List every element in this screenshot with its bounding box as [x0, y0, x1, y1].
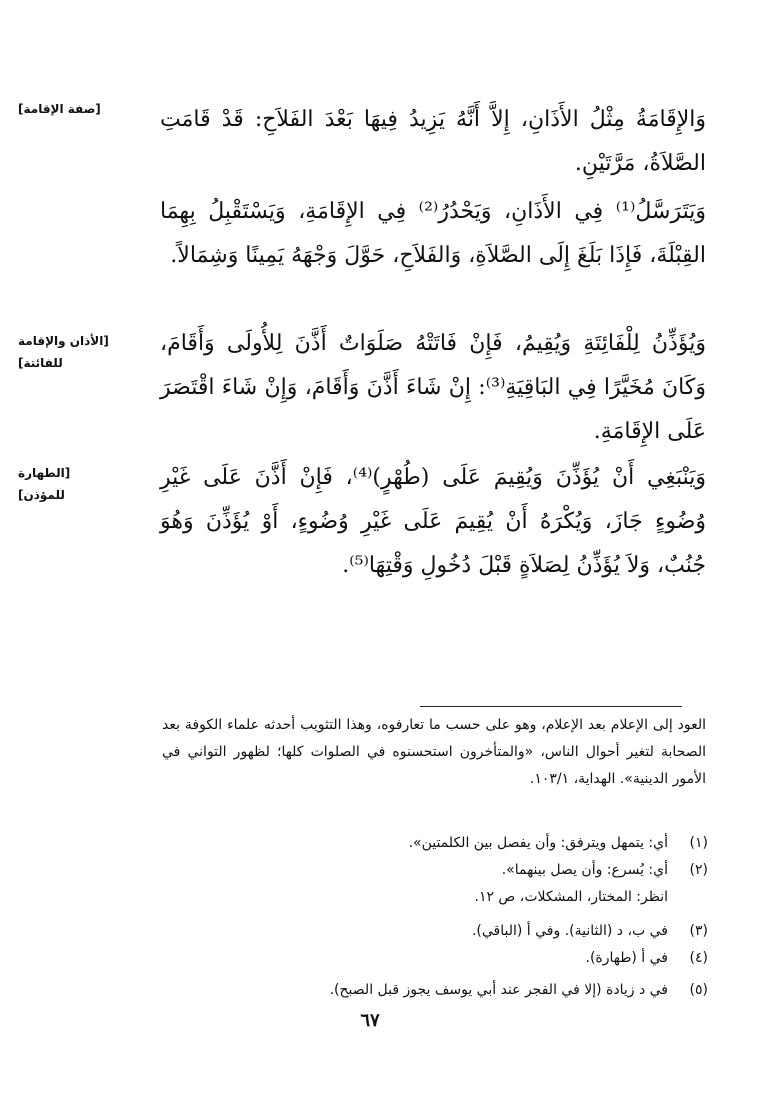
margin-note-purity: [الطهارة للمؤذن]	[18, 466, 71, 502]
footnote-divider	[420, 706, 682, 707]
footnote-4	[160, 945, 708, 972]
footnote-number: (١)	[689, 835, 708, 851]
footnote-continuation: العود إلى الإعلام بعد الإعلام، وهو على حسب ما تعارفوه، وهذا التثويب أحدثه علماء الكوفة بعد الصحابة لتغير أحوال الناس، «والمتأخرون استحسنوه في الصلوات كلها؛ لظهور التواني في الأمور الدينية». الهداية، ١٠٣/١.	[162, 717, 706, 787]
paragraph-purity: وَيَنْبَغِي أَنْ يُؤَذِّنَ وَيُقِيمَ عَلَى (طُهْرٍ)⁽⁴⁾، فَإِنْ أَذَّنَ عَلَى غَيْرِ وُضُوءٍ جَازَ، وَيُكْرَهُ أَنْ يُقِيمَ عَلَى غَيْرِ وُضُوءٍ، أَوْ يُؤَذِّنَ وَهُوَ جُنُبٌ، وَلاَ يُؤَذِّنُ لِصَلاَةٍ قَبْلَ دُخُولِ وَقْتِهَا⁽⁵⁾.	[160, 465, 706, 578]
footnote-number: (٢)	[689, 862, 708, 878]
footnote-number: (٣)	[689, 923, 708, 939]
footnote-text: في ب، د (الثانية). وفي أ (الباقي).	[471, 923, 668, 939]
footnote-1	[160, 830, 708, 857]
footnote-text: في د زيادة (إلا في الفجر عند أبي يوسف يجوز قبل الصبح).	[329, 982, 668, 998]
paragraph-tarassul: وَيَتَرَسَّلُ⁽¹⁾ فِي الأَذَانِ، وَيَحْدُرُ⁽²⁾ فِي الإِقَامَةِ، وَيَسْتَقْبِلُ بِهِمَا القِبْلَةَ، فَإِذَا بَلَغَ إِلَى الصَّلاَةِ، وَالفَلاَحِ، حَوَّلَ وَجْهَهُ يَمِينًا وَشِمَالاً.	[160, 199, 706, 268]
footnote-text: أي: يتمهل ويترفق: وأن يفصل بين الكلمتين».	[408, 835, 668, 851]
footnote-text: أي: يُسرع: وأن يصل بينهما».	[501, 862, 668, 878]
footnote-5	[160, 977, 708, 1004]
footnote-number: (٤)	[689, 950, 708, 966]
footnote-number: (٥)	[689, 982, 708, 998]
margin-note-iqama: [صفة الإقامة]	[18, 102, 101, 116]
footnote-3	[160, 918, 708, 945]
footnote-2	[160, 857, 708, 884]
footnote-2-reference	[160, 884, 708, 911]
footnote-text: انظر: المختار، المشكلات، ص ١٢.	[474, 889, 668, 905]
page-number: ٦٧	[360, 1010, 380, 1031]
paragraph-iqama: وَالإِقَامَةُ مِثْلُ الأَذَانِ، إِلاَّ أَنَّهُ يَزِيدُ فِيهَا بَعْدَ الفَلاَحِ: قَدْ قَامَتِ الصَّلاَةُ، مَرَّتَيْنِ.	[160, 107, 706, 176]
paragraph-missed-prayer: وَيُؤَذِّنُ لِلْفَائِتَةِ وَيُقِيمُ، فَإِنْ فَاتَتْهُ صَلَوَاتٌ أَذَّنَ لِلأُولَى وَأَقَامَ، وَكَانَ مُخَيَّرًا فِي البَاقِيَةِ⁽³⁾: إِنْ شَاءَ أَذَّنَ وَأَقَامَ، وَإِنْ شَاءَ اقْتَصَرَ عَلَى الإِقَامَةِ.	[160, 331, 706, 444]
margin-note-missed-prayer: [الأذان والإقامة للفائتة]	[18, 334, 109, 370]
footnote-text: في أ (طهارة).	[585, 950, 668, 966]
